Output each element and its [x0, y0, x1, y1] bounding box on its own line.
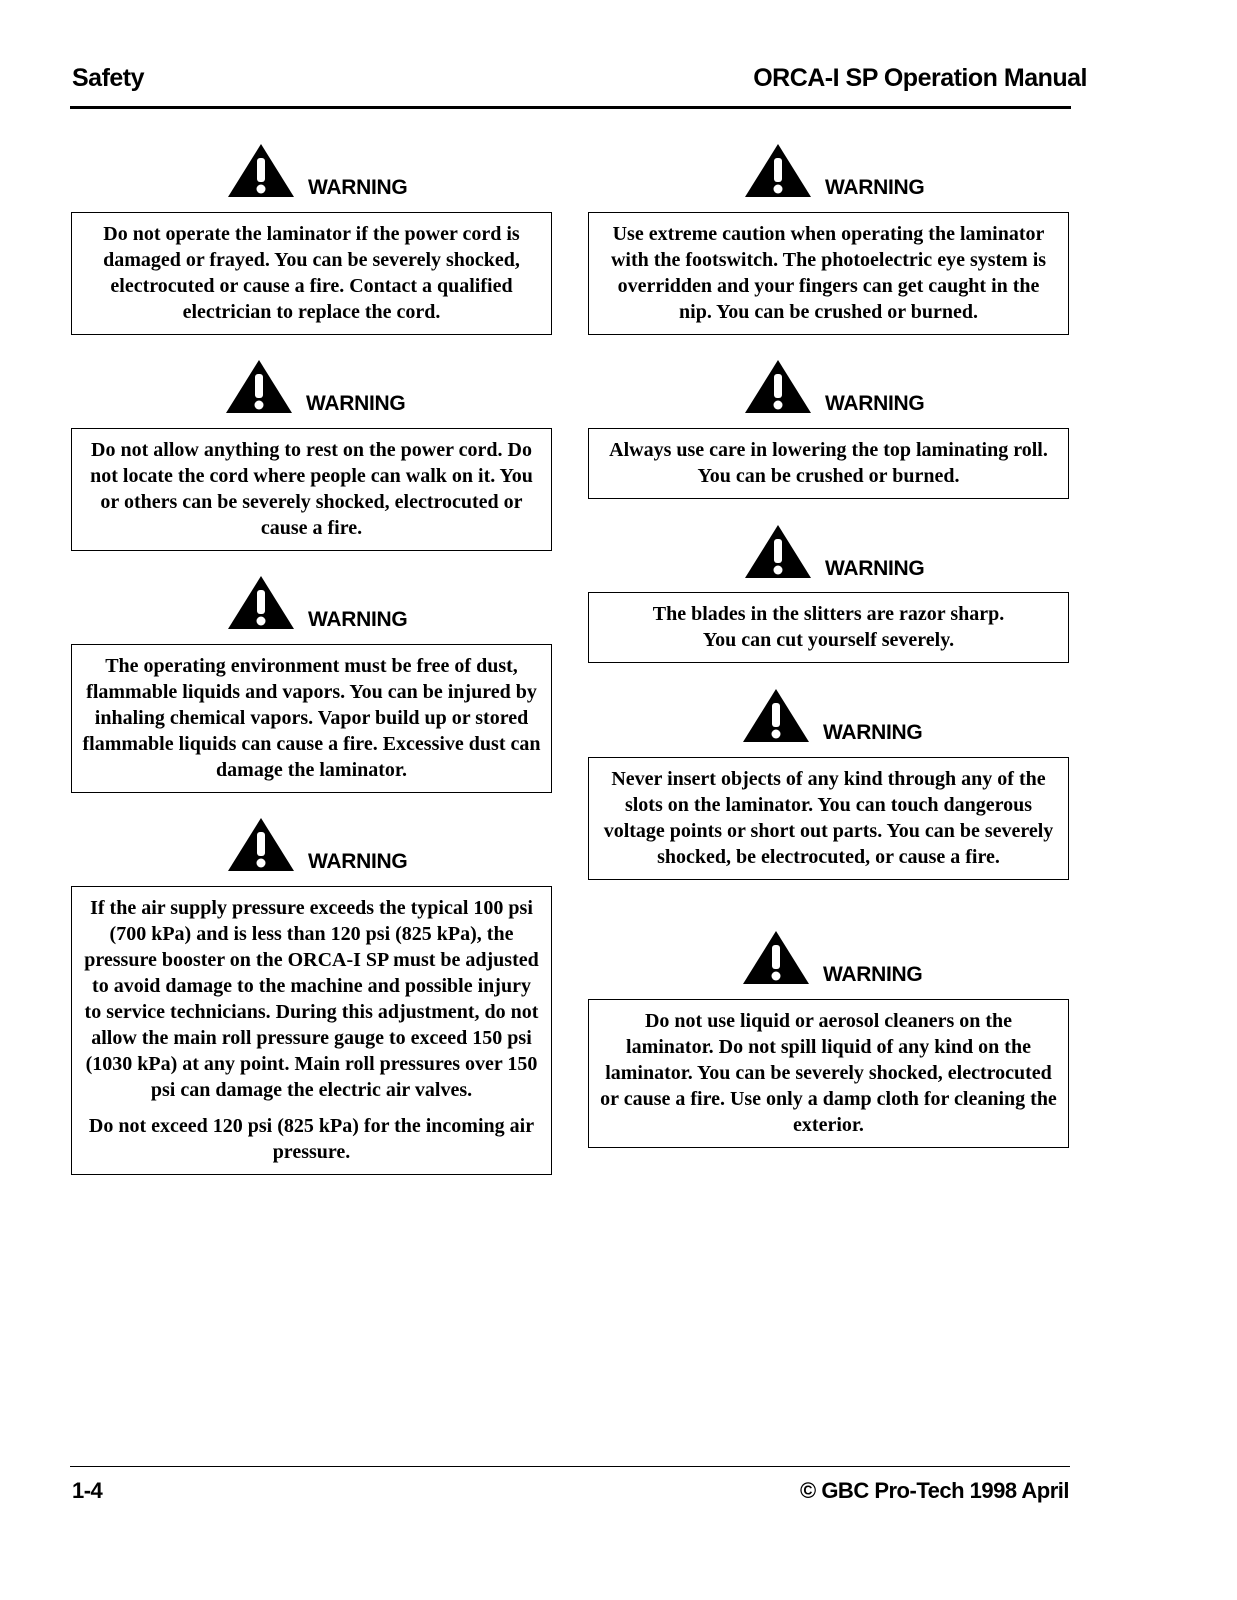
warning-triangle-icon: [224, 356, 294, 416]
section-title: Safety: [72, 64, 145, 92]
warning-box: [588, 428, 1069, 499]
warning-text: Do not allow anything to rest on the power cord. Do not locate the cord where people can walk on it. You or others can be severely shocked, electrocuted or cause a fire.: [90, 439, 533, 539]
warning-heading: [226, 140, 407, 200]
warning-text: Always use care in lowering the top laminating roll. You can be crushed or burned.: [609, 439, 1048, 487]
warning-label: WARNING: [308, 176, 408, 199]
header-rule: [70, 106, 1071, 109]
warning-label: WARNING: [825, 557, 925, 580]
warning-box: [71, 428, 552, 551]
warning-heading: [741, 685, 922, 745]
warning-triangle-icon: [741, 685, 811, 745]
page-number: 1-4: [72, 1478, 103, 1503]
warning-box: [71, 886, 552, 1175]
warning-label: WARNING: [823, 963, 923, 986]
warning-text: Never insert objects of any kind through any of the slots on the laminator. You can touch dangerous voltage points or short out parts. You can be severely shocked, be electrocuted, or cause a fire.: [603, 768, 1054, 868]
manual-title: ORCA-I SP Operation Manual: [753, 64, 1087, 92]
warning-box: [588, 592, 1069, 663]
warning-triangle-icon: [226, 572, 296, 632]
warning-heading: [743, 140, 924, 200]
warning-box: [71, 212, 552, 335]
warning-text: Do not operate the laminator if the power cord is damaged or frayed. You can be severely shocked, electrocuted or cause a fire. Contact a qualified electrician to replace the cord.: [103, 223, 520, 323]
footer-rule: [70, 1466, 1070, 1467]
warning-triangle-icon: [743, 356, 813, 416]
warning-box: [588, 212, 1069, 335]
warning-heading: [224, 356, 405, 416]
warning-triangle-icon: [226, 814, 296, 874]
copyright: © GBC Pro-Tech 1998 April: [800, 1478, 1069, 1503]
warning-triangle-icon: [741, 927, 811, 987]
warning-text: You can cut yourself severely.: [702, 629, 955, 651]
warning-box: [588, 757, 1069, 880]
warning-text: Do not use liquid or aerosol cleaners on the laminator. Do not spill liquid of any kind on the laminator. You can be severely shocked, electrocuted or cause a fire. Use only a damp cloth for cleaning the exterior.: [600, 1010, 1057, 1136]
warning-label: WARNING: [823, 721, 923, 744]
warning-heading: [743, 521, 924, 581]
warning-text: The operating environment must be free of dust, flammable liquids and vapors. You can be injured by inhaling chemical vapors. Vapor build up or stored flammable liquids can cause a fire. Excessive dust can damage the laminator.: [82, 655, 541, 781]
warning-text: If the air supply pressure exceeds the typical 100 psi (700 kPa) and is less than 120 psi (825 kPa), the pressure booster on the ORCA-I SP must be adjusted to avoid damage to the machine and possible injury to service technicians. During this adjustment, do not allow the main roll pressure gauge to exceed 150 psi (1030 kPa) at any point. Main roll pressures over 150 psi can damage the electric air valves.: [84, 897, 539, 1101]
warning-text: The blades in the slitters are razor sharp.: [652, 603, 1005, 625]
warning-label: WARNING: [308, 608, 408, 631]
warning-heading: [226, 572, 407, 632]
warning-label: WARNING: [306, 392, 406, 415]
warning-heading: [741, 927, 922, 987]
warning-text: Do not exceed 120 psi (825 kPa) for the incoming air pressure.: [88, 1115, 535, 1163]
warning-triangle-icon: [743, 521, 813, 581]
warning-text: Use extreme caution when operating the laminator with the footswitch. The photoelectric eye system is overridden and your fingers can get caught in the nip. You can be crushed or burned.: [610, 223, 1047, 323]
warning-triangle-icon: [743, 140, 813, 200]
warning-heading: [226, 814, 407, 874]
warning-box: [588, 999, 1069, 1148]
warning-triangle-icon: [226, 140, 296, 200]
warning-heading: [743, 356, 924, 416]
warning-label: WARNING: [308, 850, 408, 873]
warning-box: [71, 644, 552, 793]
warning-label: WARNING: [825, 176, 925, 199]
warning-label: WARNING: [825, 392, 925, 415]
